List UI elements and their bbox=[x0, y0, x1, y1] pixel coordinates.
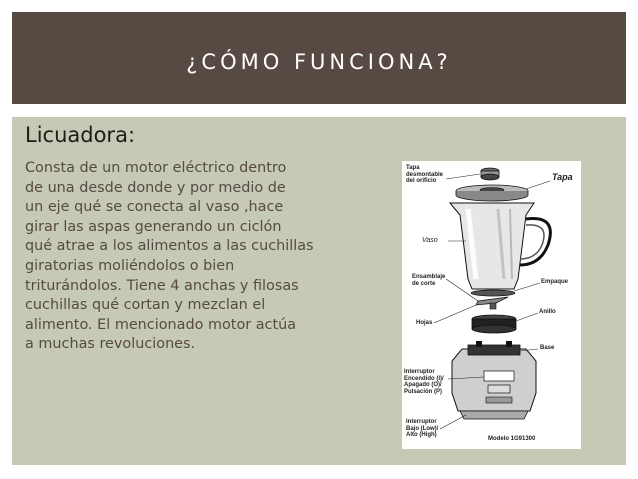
paragraph-line: de una desde donde y por medio de bbox=[25, 179, 286, 196]
label-vaso: Vaso bbox=[422, 237, 438, 244]
blender-diagram bbox=[402, 161, 581, 449]
paragraph-line: cuchillas qué cortan y mezclan el bbox=[25, 297, 266, 314]
paragraph-line: girar las aspas generando un ciclón bbox=[25, 218, 282, 235]
label-tapa-desmontable: Tapa desmontable del orificio bbox=[406, 165, 444, 184]
section-heading: Licuadora: bbox=[25, 123, 136, 147]
label-anillo: Anillo bbox=[539, 309, 556, 315]
label-hojas: Hojas bbox=[416, 320, 433, 326]
label-base: Base bbox=[540, 345, 555, 351]
paragraph-line: triturándolos. Tiene 4 anchas y filosas bbox=[25, 277, 299, 294]
label-interruptor-bajo-alto: Interruptor Bajo (Low)/ Alto (High) bbox=[406, 419, 439, 438]
paragraph-line: alimento. El mencionado motor actúa bbox=[25, 316, 297, 333]
paragraph-line: qué atrae a los alimentos a las cuchillas bbox=[25, 238, 314, 255]
paragraph-line: a muchas revoluciones. bbox=[25, 336, 196, 353]
label-tapa: Tapa bbox=[552, 172, 573, 182]
label-ensamblaje-de-corte: Ensamblaje de corte bbox=[412, 274, 446, 287]
label-modelo: Modelo 1G91300 bbox=[488, 436, 536, 442]
paragraph-line: giratorias moliéndolos o bien bbox=[25, 257, 235, 274]
paragraph-line: Consta de un motor eléctrico dentro bbox=[25, 160, 287, 176]
paragraph-line: un eje qué se conecta al vaso ,hace bbox=[25, 199, 284, 216]
label-empaque: Empaque bbox=[541, 279, 569, 285]
title-bar bbox=[12, 12, 626, 104]
blender-exploded-view-drawing bbox=[402, 161, 581, 449]
slide-title: ¿CÓMO FUNCIONA? bbox=[186, 50, 452, 74]
body-paragraph bbox=[25, 159, 370, 355]
label-interruptor-encendido: Interruptor Encendido (I)/ Apagado (O)/ Pulsación (P) bbox=[404, 369, 444, 395]
